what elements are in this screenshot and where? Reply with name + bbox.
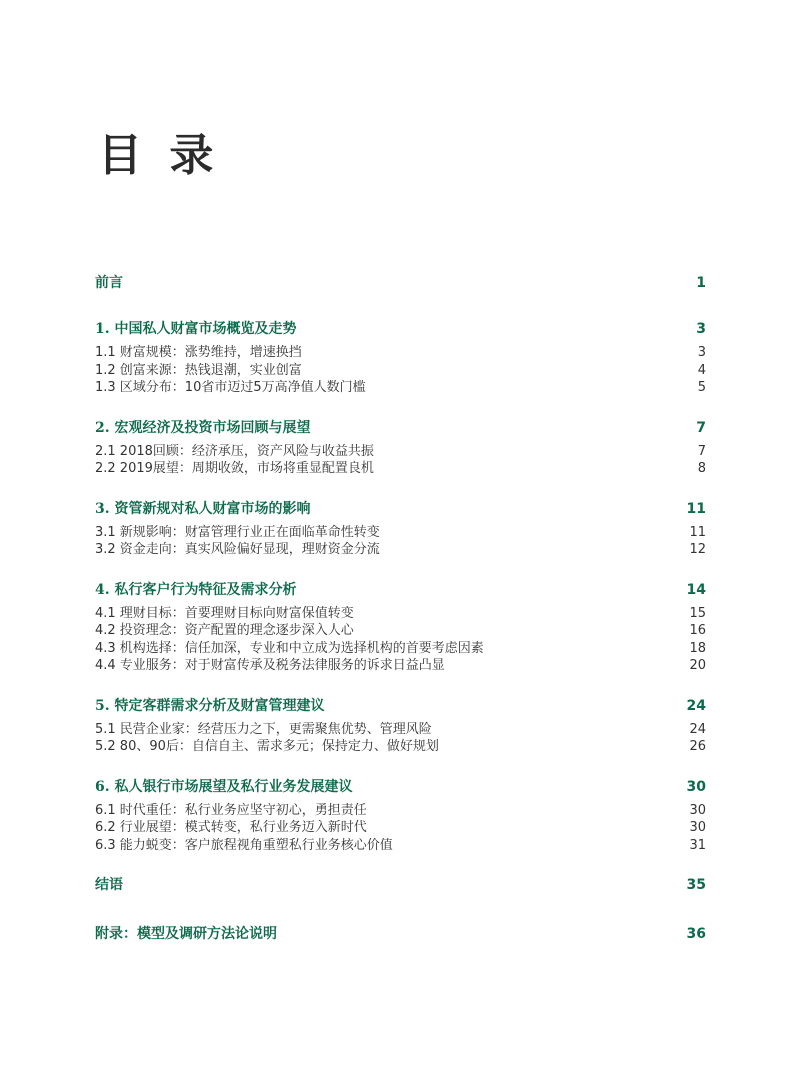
toc-entry-label: 3.1 新规影响：财富管理行业正在面临革命性转变 [95, 524, 380, 540]
toc-entry-label: 1.3 区域分布：10省市迈过5万高净值人数门槛 [95, 380, 366, 395]
toc-section [95, 498, 706, 559]
toc-entry-page: 20 [689, 658, 706, 673]
toc-heading-page: 35 [686, 877, 706, 893]
toc-section [95, 923, 706, 945]
toc-entry[interactable] [95, 738, 706, 756]
toc-heading-label: 2. 宏观经济及投资市场回顾与展望 [95, 419, 311, 436]
toc-entry-label: 1.1 财富规模：涨势维持，增速换挡 [95, 345, 302, 360]
toc-entry[interactable] [95, 721, 706, 739]
toc-entry-page: 24 [689, 721, 706, 737]
toc-entry-label: 4.1 理财目标：首要理财目标向财富保值转变 [95, 605, 354, 621]
toc-heading-label: 1. 中国私人财富市场概览及走势 [95, 321, 297, 337]
toc-entry-label: 6.3 能力蜕变：客户旅程视角重塑私行业务核心价值 [95, 837, 393, 853]
toc-heading[interactable] [95, 776, 706, 798]
toc-heading-page: 7 [696, 419, 706, 436]
toc-heading-label: 4. 私行客户行为特征及需求分析 [95, 581, 297, 598]
toc-heading-page: 11 [686, 500, 706, 517]
toc-entry[interactable] [95, 362, 706, 380]
toc-heading-page: 24 [686, 697, 706, 714]
toc-entry-page: 11 [689, 524, 706, 540]
toc-entry-label: 5.1 民营企业家：经营压力之下，更需聚焦优势、管理风险 [95, 721, 432, 737]
toc-heading-page: 36 [686, 926, 706, 942]
toc-entry[interactable] [95, 622, 706, 640]
toc-heading-label: 附录：模型及调研方法论说明 [95, 926, 277, 942]
toc-entry-label: 6.1 时代重任：私行业务应坚守初心，勇担责任 [95, 802, 367, 818]
toc-section [95, 695, 706, 756]
toc-entry-page: 31 [689, 837, 706, 853]
toc-entry-page: 30 [689, 802, 706, 818]
toc-section [95, 579, 706, 675]
toc-heading-page: 14 [686, 581, 706, 598]
toc-entry[interactable] [95, 443, 706, 461]
toc-entry-label: 5.2 80、90后：自信自主、需求多元；保持定力、做好规划 [95, 739, 439, 754]
toc-section [95, 318, 706, 397]
table-of-contents [95, 272, 706, 965]
toc-entry-page: 7 [697, 443, 706, 459]
toc-entry[interactable] [95, 837, 706, 855]
toc-entry-page: 5 [697, 380, 706, 395]
toc-heading-label: 前言 [95, 275, 123, 291]
toc-entry-label: 2.1 2018回顾：经济承压，资产风险与收益共振 [95, 443, 374, 459]
toc-heading-page: 1 [696, 275, 706, 291]
toc-entry-page: 8 [697, 461, 706, 476]
toc-entry-page: 18 [689, 640, 706, 656]
toc-section [95, 874, 706, 896]
toc-entry[interactable] [95, 524, 706, 542]
toc-entry-page: 26 [689, 739, 706, 754]
toc-heading[interactable] [95, 874, 706, 896]
toc-heading[interactable] [95, 695, 706, 717]
toc-heading[interactable] [95, 318, 706, 340]
toc-entry[interactable] [95, 819, 706, 837]
toc-entry[interactable] [95, 605, 706, 623]
toc-entry[interactable] [95, 541, 706, 559]
toc-entry-label: 3.2 资金走向：真实风险偏好显现，理财资金分流 [95, 542, 380, 557]
toc-entry[interactable] [95, 802, 706, 820]
toc-heading-label: 5. 特定客群需求分析及财富管理建议 [95, 697, 325, 714]
toc-heading[interactable] [95, 579, 706, 601]
toc-heading[interactable] [95, 498, 706, 520]
toc-entry[interactable] [95, 640, 706, 658]
toc-entry-label: 1.2 创富来源：热钱退潮，实业创富 [95, 362, 302, 378]
toc-entry-label: 4.3 机构选择：信任加深，专业和中立成为选择机构的首要考虑因素 [95, 640, 484, 656]
toc-entry-label: 4.4 专业服务：对于财富传承及税务法律服务的诉求日益凸显 [95, 658, 445, 673]
toc-entry-page: 15 [689, 605, 706, 621]
toc-entry-page: 4 [697, 362, 706, 378]
toc-heading-label: 结语 [95, 877, 123, 893]
toc-heading[interactable] [95, 923, 706, 945]
toc-heading-label: 6. 私人银行市场展望及私行业务发展建议 [95, 778, 353, 795]
toc-entry[interactable] [95, 460, 706, 478]
page-title: 目 录 [98, 130, 220, 181]
toc-entry[interactable] [95, 344, 706, 362]
toc-entry[interactable] [95, 379, 706, 397]
toc-entry-page: 16 [689, 623, 706, 638]
toc-heading-page: 3 [696, 321, 706, 337]
toc-heading[interactable] [95, 417, 706, 439]
toc-entry-label: 6.2 行业展望：模式转变，私行业务迈入新时代 [95, 820, 367, 835]
toc-entry-page: 30 [689, 820, 706, 835]
toc-entry[interactable] [95, 657, 706, 675]
toc-section [95, 272, 706, 294]
toc-heading[interactable] [95, 272, 706, 294]
toc-section [95, 417, 706, 478]
toc-entry-label: 2.2 2019展望：周期收敛，市场将重显配置良机 [95, 461, 374, 476]
toc-entry-page: 12 [689, 542, 706, 557]
toc-heading-page: 30 [686, 778, 706, 795]
toc-heading-label: 3. 资管新规对私人财富市场的影响 [95, 500, 311, 517]
toc-section [95, 776, 706, 855]
toc-entry-page: 3 [697, 345, 706, 360]
toc-entry-label: 4.2 投资理念：资产配置的理念逐步深入人心 [95, 623, 354, 638]
